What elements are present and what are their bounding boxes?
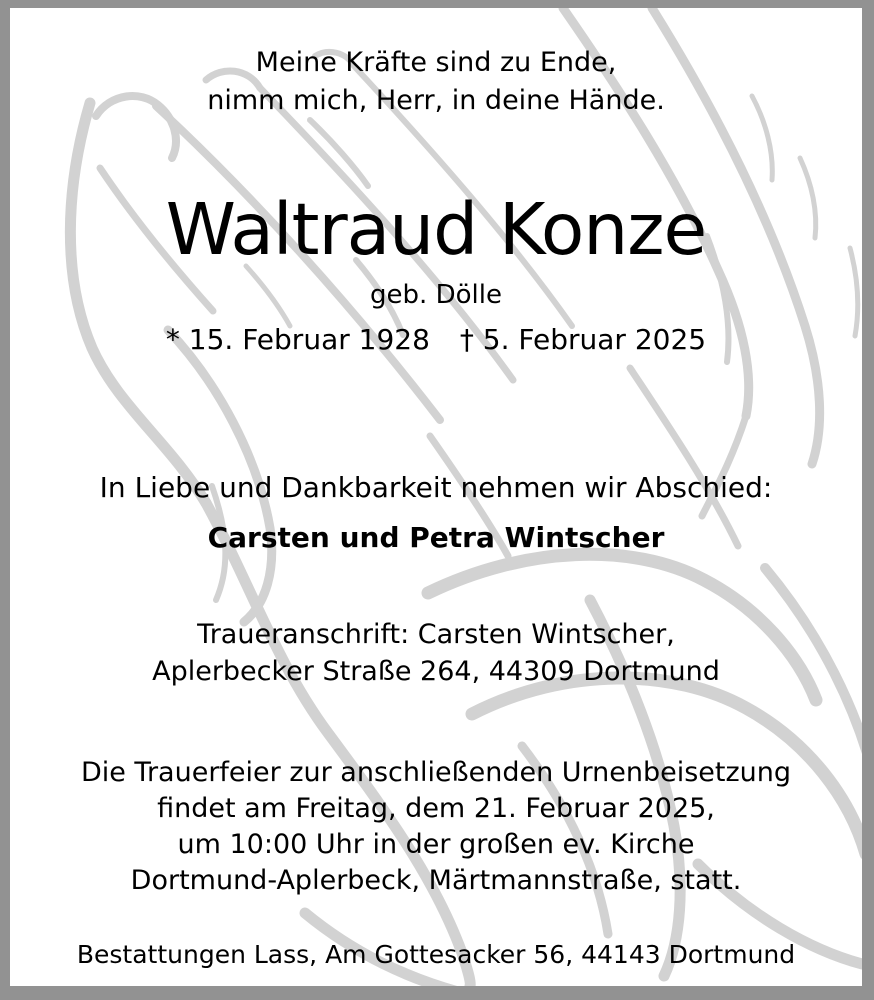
birth-date: * 15. Februar 1928 xyxy=(165,323,430,356)
life-dates xyxy=(10,323,862,357)
service-line-2: findet am Freitag, dem 21. Februar 2025, xyxy=(157,793,715,824)
funeral-service-info xyxy=(10,755,862,899)
condolence-address-line-2: Aplerbecker Straße 264, 44309 Dortmund xyxy=(152,656,720,687)
funeral-home-line: Bestattungen Lass, Am Gottesacker 56, 44143 Dortmund xyxy=(76,940,796,969)
death-date: † 5. Februar 2025 xyxy=(459,323,707,356)
epigraph xyxy=(10,44,862,120)
epigraph-line-1: Meine Kräfte sind zu Ende, xyxy=(255,47,617,78)
maiden-name: geb. Dölle xyxy=(370,280,502,310)
epigraph-line-2: nimm mich, Herr, in deine Hände. xyxy=(207,85,665,116)
service-line-4: Dortmund-Aplerbeck, Märtmannstraße, statt. xyxy=(130,865,742,896)
notice-text xyxy=(10,8,862,986)
deceased-name: Waltraud Konze xyxy=(165,188,707,271)
service-line-1: Die Trauerfeier zur anschließenden Urnenbeisetzung xyxy=(80,757,792,788)
service-line-3: um 10:00 Uhr in der großen ev. Kirche xyxy=(177,829,695,860)
mourners-names: Carsten und Petra Wintscher xyxy=(207,521,665,554)
condolence-address xyxy=(10,616,862,690)
farewell-line: In Liebe und Dankbarkeit nehmen wir Abschied: xyxy=(99,471,773,504)
condolence-address-line-1: Traueranschrift: Carsten Wintscher, xyxy=(197,619,675,650)
